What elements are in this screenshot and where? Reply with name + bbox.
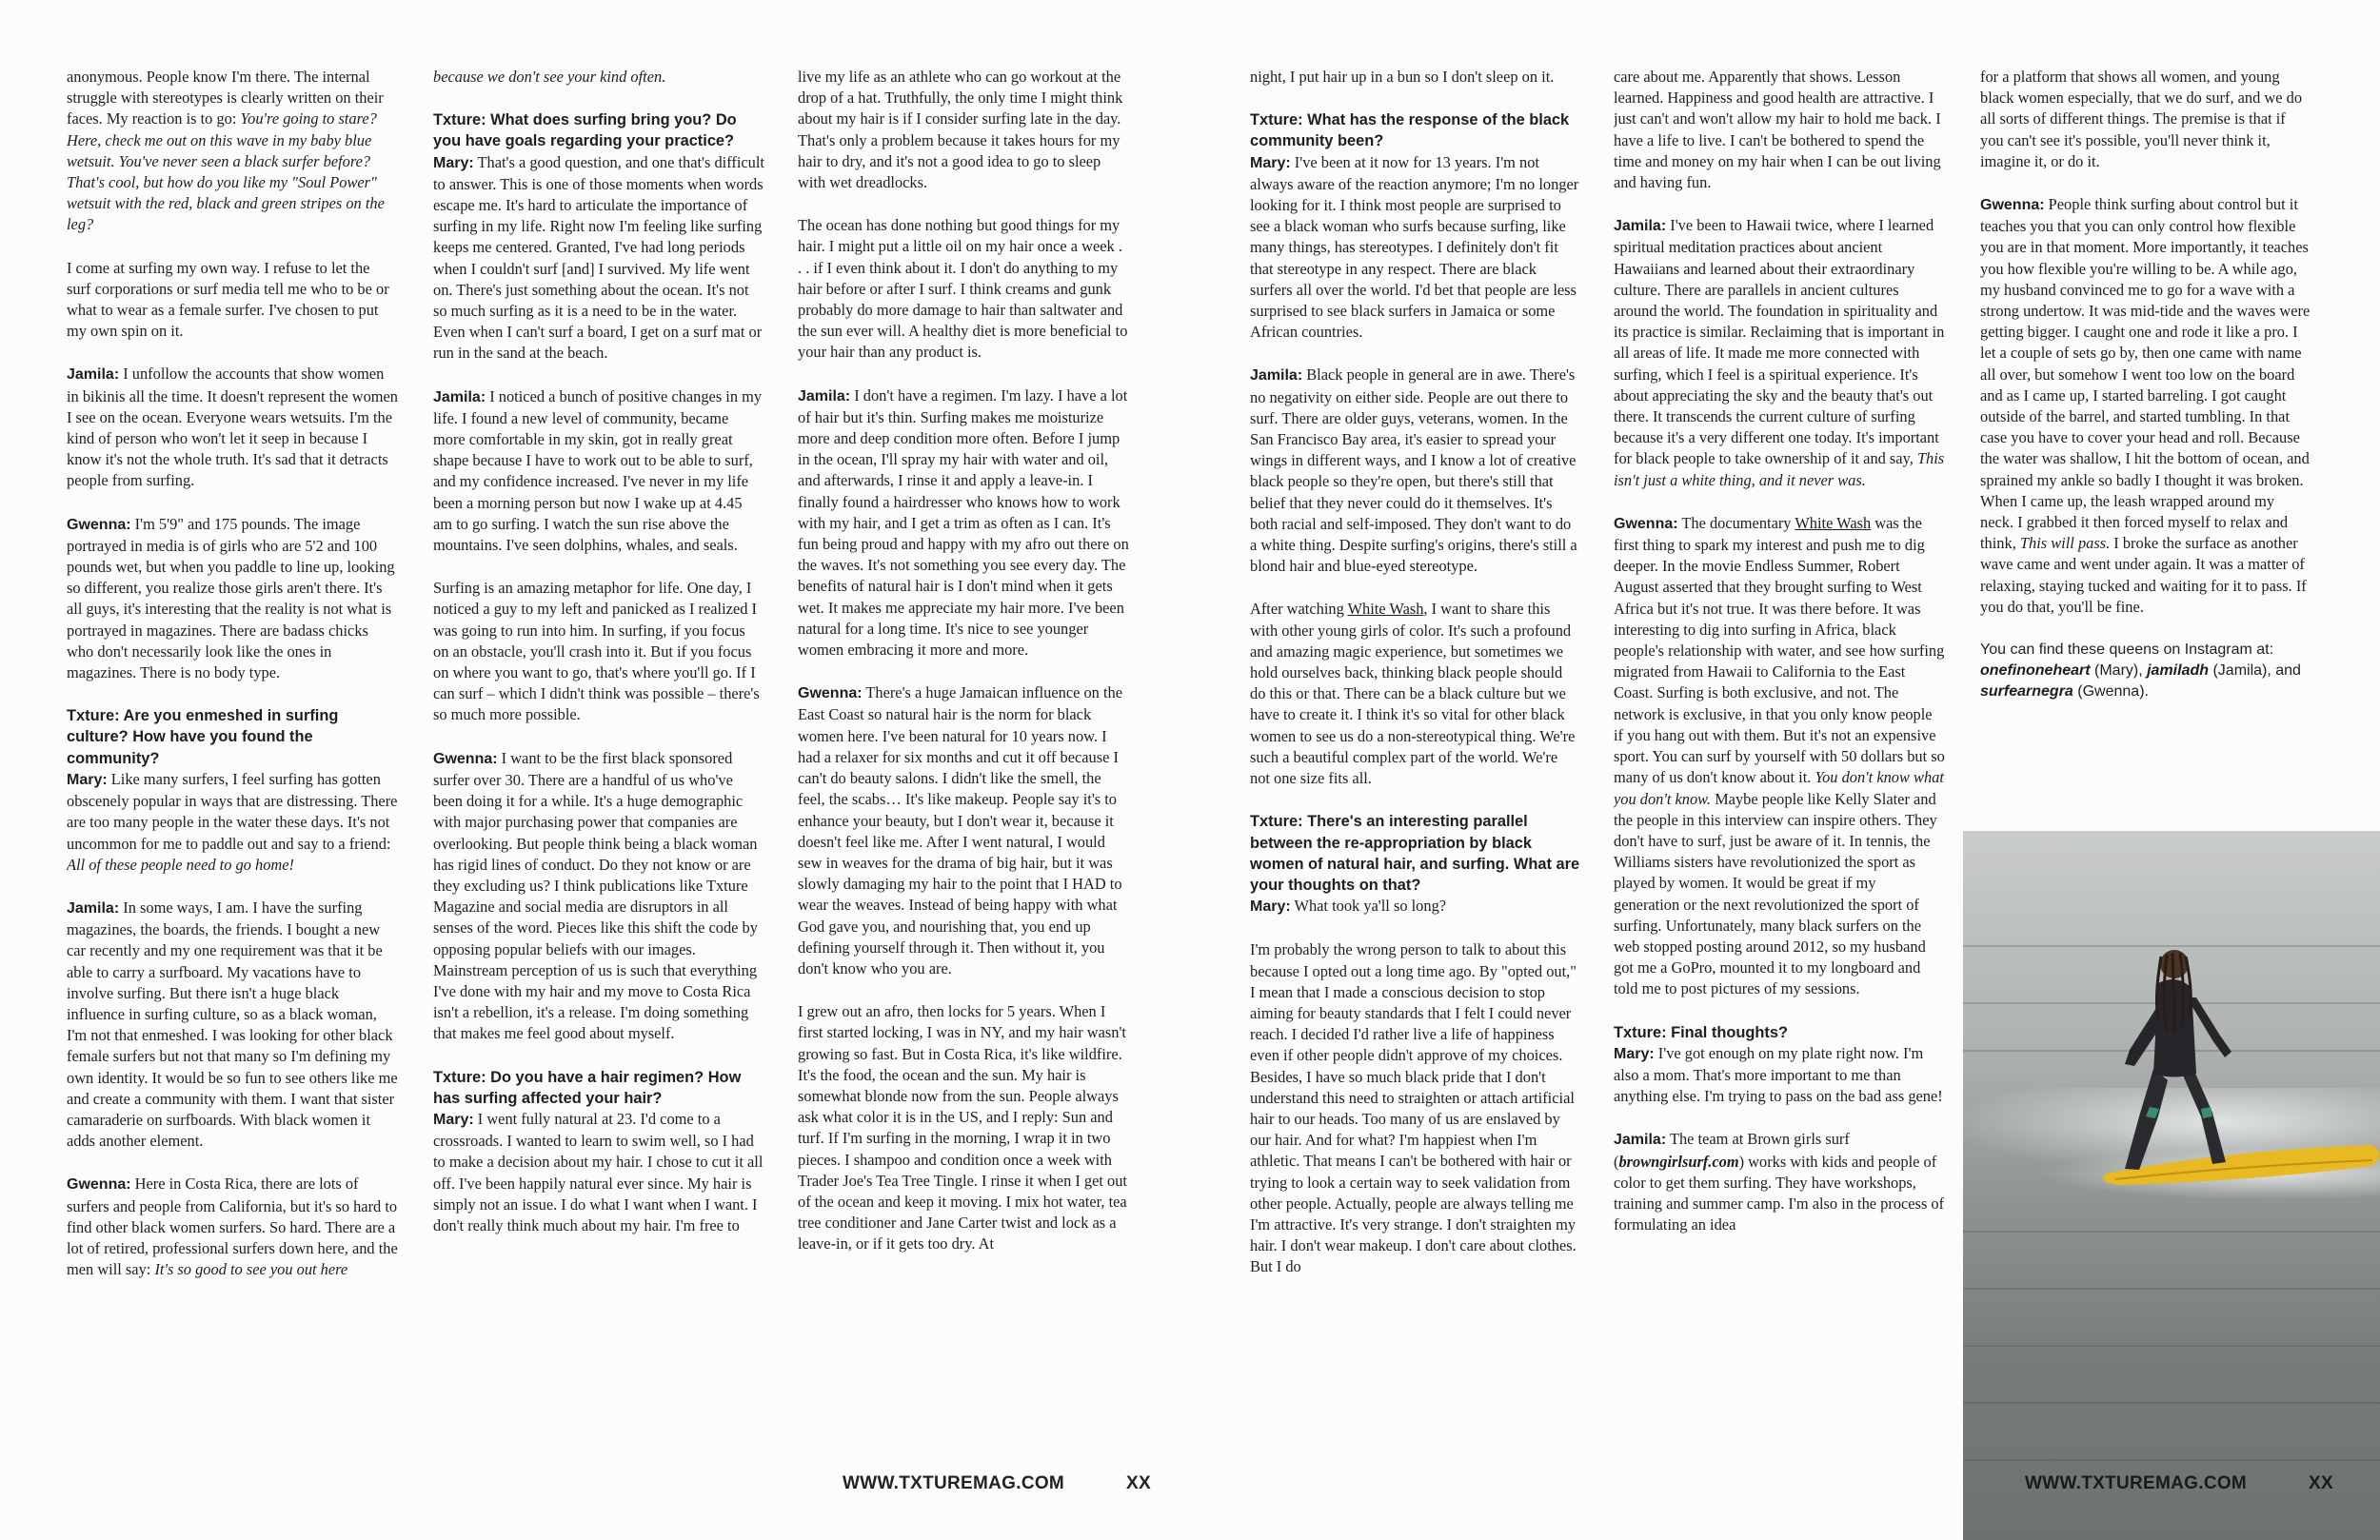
column-5 xyxy=(1614,67,1945,1428)
interview-question: Txture: Are you enmeshed in surfing culture? How have you found the community? xyxy=(67,707,339,767)
paragraph: Mary: I went fully natural at 23. I'd come to a crossroads. I wanted to learn to swim well, so I had to make a decision about my hair. I chose to cut it all off. I've been happily natural ever since. My hair is simply not an issue. I do what I want when I want. I don't really think much about my hair. I'm free to xyxy=(433,1109,764,1234)
column-6 xyxy=(1980,67,2311,838)
speaker-name: Gwenna: xyxy=(1614,515,1678,532)
paragraph: Mary: What took ya'll so long? xyxy=(1250,897,1447,916)
speaker-name: Gwenna: xyxy=(67,1176,131,1194)
column-2 xyxy=(433,67,764,1428)
speaker-name: Mary: xyxy=(433,1111,474,1128)
speaker-name: Jamila: xyxy=(67,366,120,384)
paragraph: Gwenna: I'm 5'9" and 175 pounds. The image portrayed in media is of girls who are 5'2 and 100 pounds wet, but when you paddle to line up, looking so different, you realize those girls aren't there. It's all guys, it's interesting that the reality is not what is portrayed in magazines. There are badass chicks who don't necessarily look like the ones in magazines. There is no body type. xyxy=(67,514,395,682)
interview-question: Txture: What does surfing bring you? Do you have goals regarding your practice? xyxy=(433,111,737,150)
speaker-name: Gwenna: xyxy=(67,516,131,533)
paragraph: Mary: Like many surfers, I feel surfing has gotten obscenely popular in ways that are distressing. There are too many people in the water these days. It's not uncommon for me to paddle out and say to a friend: All of these people need to go home! xyxy=(67,769,398,874)
paragraph: for a platform that shows all women, and young black women especially, that we do surf, and we do all sorts of different things. The premise is that if you can't see it's possible, you'll never think it, imagine it, or do it. xyxy=(1980,68,2303,170)
paragraph: anonymous. People know I'm there. The internal struggle with stereotypes is clearly written on their faces. My reaction is to go: You're going to stare? Here, check me out on this wave in my baby blue wetsuit. You've never seen a black surfer before? That's cool, but how do you like my "Soul Power" wetsuit with the red, black and green stripes on the leg? xyxy=(67,68,385,234)
paragraph: care about me. Apparently that shows. Lesson learned. Happiness and good health are attractive. I just can't and won't allow my hair to hold me back. I have a life to live. I can't be bothered to spend the time and money on my hair when I can be out living and having fun. xyxy=(1614,68,1941,192)
paragraph: Jamila: I've been to Hawaii twice, where I learned spiritual meditation practices about ancient Hawaiians and learned about their extraordinary culture. There are parallels in ancient cultures around the world. The foundation in spirituality and its practice is similar. Reclaiming that is important in all areas of life. It made me more connected with surfing, which I feel is a spiritual experience. It's about appreciating the sky and the beauty that's out there. It transcends the current culture of surfing because it's a very different one today. It's important for black people to take ownership of it and say, This isn't just a white thing, and it never was. xyxy=(1614,216,1945,489)
column-4 xyxy=(1250,67,1581,1428)
interview-question: Txture: What has the response of the black community been? xyxy=(1250,111,1570,150)
speaker-name: Gwenna: xyxy=(1980,197,2045,214)
paragraph: Jamila: Black people in general are in awe. There's no negativity on either side. People are out there to surf. There are older guys, veterans, women. In the San Francisco Bay area, it's easier to spread your wings in different ways, and I know a lot of creative black people so they're open, but there's still that belief that they never could do it themselves. It's both racial and self-imposed. They don't want to do a white thing. Despite surfing's origins, there's still a blond hair and blue-eyed stereotype. xyxy=(1250,365,1577,576)
paragraph: Gwenna: There's a huge Jamaican influence on the East Coast so natural hair is the norm for black women here. I've been natural for 10 years now. I had a relaxer for six months and cut it off because I can't do beauty salons. I didn't like the smell, the feel, the scabs… It's like makeup. People say it's to enhance your beauty, but I don't wear it, because it doesn't feel like me. After I went natural, I would sew in weaves for the drama of big hair, but it was slowly damaging my hair to the point that I HAD to wear the weaves. Instead of being happy with what God gave you, and nourishing that, you end up defining yourself through it. Then without it, you don't know who you are. xyxy=(798,683,1123,977)
speaker-name: Gwenna: xyxy=(798,685,863,702)
instagram-credits: You can find these queens on Instagram at: onefinoneheart (Mary), jamiladh (Jamila), and surfearnegra (Gwenna). xyxy=(1980,642,2301,701)
speaker-name: Mary: xyxy=(1614,1045,1655,1062)
speaker-name: Jamila: xyxy=(1614,218,1667,235)
speaker-name: Mary: xyxy=(67,771,108,788)
instagram-handle-gwenna: surfearnegra xyxy=(1980,683,2073,701)
paragraph: Jamila: I don't have a regimen. I'm lazy. I have a lot of hair but it's thin. Surfing makes me moisturize more and deep condition more often. Before I jump in the ocean, I'll spray my hair with water and oil, and afterwards, I rinse it and apply a leave-in. I finally found a hairdresser who knows how to work with my hair, and I get a trim as often as I can. It's fun being proud and happy with my afro out there on the waves. It's not something you see every day. The benefits of natural hair is I don't mind when it gets wet. It makes me appreciate my hair more. I've been natural for a long time. It's nice to see younger women embracing it more and more. xyxy=(798,385,1129,660)
paragraph: Gwenna: Here in Costa Rica, there are lots of surfers and people from California, but it's so hard to find other black women surfers. So hard. There are a lot of retired, professional surfers down here, and the men will say: It's so good to see you out here xyxy=(67,1175,398,1279)
speaker-name: Mary: xyxy=(1250,154,1291,171)
interview-question: Txture: Do you have a hair regimen? How has surfing affected your hair? xyxy=(433,1068,742,1107)
column-3 xyxy=(798,67,1129,1428)
paragraph: After watching White Wash, I want to share this with other young girls of color. It's such a profound and amazing magic experience, but sometimes we hold ourselves back, thinking black people should do this or that. There can be a black culture but we have to create it. I think it's so vital for other black women to see us do a non-stereotypical thing. We're such a beautiful complex part of the world. We're not one size fits all. xyxy=(1250,600,1576,788)
speaker-name: Jamila: xyxy=(433,388,486,405)
footer-page-number: XX xyxy=(1126,1473,1151,1493)
paragraph: because we don't see your kind often. xyxy=(433,68,666,86)
surfer-on-longboard-icon xyxy=(1963,831,2380,1540)
paragraph: Jamila: I unfollow the accounts that show women in bikinis all the time. It doesn't represent the women I see on the ocean. Everyone wears wetsuits. I'm the kind of person who won't let it seep in because I know it's not the whole truth. It's sad that it detracts people from surfing. xyxy=(67,365,398,490)
paragraph: Jamila: I noticed a bunch of positive changes in my life. I found a new level of community, became more comfortable in my skin, got in really great shape because I have to work out to be able to surf, and my confidence increased. I've never in my life been a morning person but now I wake up at 4.45 am to go surfing. I watch the sun rise above the mountains. I've seen dolphins, whales, and seals. xyxy=(433,386,763,555)
paragraph: I grew out an afro, then locks for 5 years. When I first started locking, I was in NY, and my hair wasn't growing so fast. But in Costa Rica, it's like wildfire. It's the food, the ocean and the sun. My hair is somewhat blonde now from the sun. People always ask what color it is in the US, and I reply: Sun and turf. If I'm surfing in the morning, I wrap it in two pieces. I shampoo and condition once a week with Trader Joe's Tea Tree Tingle. I rinse it when I get out of the ocean and keep it moving. I mix hot water, tea tree conditioner and Jane Carter twist and lock as a leave-in, or if it gets too dry. At xyxy=(798,1002,1127,1254)
paragraph: night, I put hair up in a bun so I don't sleep on it. xyxy=(1250,68,1555,86)
footer-website: WWW.TXTUREMAG.COM xyxy=(843,1473,1065,1493)
paragraph: Gwenna: The documentary White Wash was the first thing to spark my interest and push me to dig deeper. In the movie Endless Summer, Robert August asserted that they brought surfing to West Africa but it's not true. It was there before. It was interesting to dig into surfing in Africa, black people's relationship with water, and see how surfing migrated from Hawaii to California to the East Coast. Surfing is both exclusive, and not. The network is exclusive, in that you only know people if you hang out with them. But it's not an expensive sport. You can surf by yourself with 50 dollars but so many of us don't know about it. You don't know what you don't know. Maybe people like Kelly Slater and the people in this interview can inspire others. They don't have to surf, just be aware of it. In tennis, the Williams sisters have revolutionized the sport as played by women. It would be great if my generation or the next revolutionized the sport of surfing. Unfortunately, many black surfers on the web stopped posting around 2012, so my husband got me a GoPro, mounted it to my longboard and told me to post pictures of my sessions. xyxy=(1614,513,1945,998)
paragraph: Mary: I've got enough on my plate right now. I'm also a mom. That's more important to me than anything else. I'm trying to pass on the bad ass gene! xyxy=(1614,1043,1943,1106)
paragraph: Mary: I've been at it now for 13 years. I'm not always aware of the reaction anymore; I'm no longer looking for it. I think most people are surprised to see a black woman who surfs because surfing, like many things, has stereotypes. I definitely don't fit that stereotype in any respect. There are black surfers all over the world. I'd bet that people are less surprised to see black surfers in Jamaica or some African countries. xyxy=(1250,152,1579,342)
speaker-name: Jamila: xyxy=(67,899,120,917)
paragraph: Gwenna: People think surfing about control but it teaches you that you can only control how flexible you are in that moment. More importantly, it teaches you how flexible you're willing to be. A while ago, my husband convinced me to go for a wave with a strong undertow. It was mid-tide and the waves were getting bigger. I caught one and rode it like a pro. I let a couple of sets go by, then one came with name all over, but somehow I went too low on the board and as I came up, I started barreling. I got caught outside of the barrel, and started tumbling. In that case you have to cover your head and roll. Because the water was shallow, I hit the bottom of ocean, and sprained my ankle so badly I thought it was broken. When I came up, the leash wrapped around my neck. I grabbed it then forced myself to relax and think, This will pass. I broke the surface as another wave came and went under again. It was a matter of relaxing, staying tucked and waiting for it to pass. If you do that, you'll be fine. xyxy=(1980,195,2311,616)
paragraph: The ocean has done nothing but good things for my hair. I might put a little oil on my hair once a week . . . if I even think about it. I don't do anything to my hair before or after I surf. I think creams and gunk probably do more damage to hair than saltwater and the sun ever will. A healthy diet is more beneficial to your hair than any product is. xyxy=(798,216,1128,362)
instagram-handle-mary: onefinoneheart xyxy=(1980,662,2091,680)
speaker-name: Jamila: xyxy=(1614,1132,1667,1149)
paragraph: I come at surfing my own way. I refuse to let the surf corporations or surf media tell me who to be or what to wear as a female surfer. I've chosen to put my own spin on it. xyxy=(67,258,389,341)
footer-website: WWW.TXTUREMAG.COM xyxy=(2025,1473,2248,1493)
column-1 xyxy=(67,67,398,1428)
paragraph: Jamila: In some ways, I am. I have the surfing magazines, the boards, the friends. I bought a new car recently and my one requirement was that it be able to carry a surfboard. My vacations have to involve surfing. But there isn't a huge black influence in surfing culture, so as a black woman, I'm not that enmeshed. I was looking for other black female surfers but not that many so I'm defining my own identity. It would be so fun to see others like me and create a community with them. I want that sister camaraderie on surfboards. With black women it adds another element. xyxy=(67,898,398,1151)
speaker-name: Gwenna: xyxy=(433,750,498,767)
paragraph: Jamila: The team at Brown girls surf (browngirlsurf.com) works with kids and people of color to get them surfing. They have workshops, training and summer camp. I'm also in the process of formulating an idea xyxy=(1614,1130,1945,1234)
paragraph: Gwenna: I want to be the first black sponsored surfer over 30. There are a handful of us who've been doing it for a while. It's a huge demographic with major purchasing power that companies are overlooking. But people think being a black woman has rigid lines of conduct. Do they not know or are they excluding us? I think publications like Txture Magazine and social media are disruptors in all senses of the word. Pieces like this shift the code by opposing popular beliefs with our images. Mainstream perception of us is such that everything I've done with my hair and my move to Costa Rica isn't a rebellion, it's a release. I'm doing something that makes me feel good about myself. xyxy=(433,748,758,1043)
speaker-name: Jamila: xyxy=(798,387,851,405)
paragraph: live my life as an athlete who can go workout at the drop of a hat. Truthfully, the only time I might think about my hair is if I consider surfing late in the day. That's only a problem because it takes hours for my hair to dry, and it's not a good idea to go to sleep with wet dreadlocks. xyxy=(798,68,1123,192)
interview-question: Txture: Final thoughts? xyxy=(1614,1023,1789,1041)
footer-page-number: XX xyxy=(2309,1473,2333,1493)
speaker-name: Mary: xyxy=(1250,898,1291,916)
speaker-name: Jamila: xyxy=(1250,367,1303,385)
speaker-name: Mary: xyxy=(433,154,474,171)
paragraph: Surfing is an amazing metaphor for life. One day, I noticed a guy to my left and panicked as I realized I was going to run into him. In surfing, if you focus on an obstacle, you'll crash into it. But if you focus on where you want to go, that's where you'll go. If I can surf – which I didn't think was possible – there's so much more possible. xyxy=(433,579,760,724)
surfer-photo xyxy=(1963,831,2380,1540)
instagram-handle-jamila: jamiladh xyxy=(2147,662,2210,680)
interview-question: Txture: There's an interesting parallel between the re-appropriation by black women of natural hair, and surfing. What are your thoughts on that? xyxy=(1250,813,1580,894)
paragraph: Mary: That's a good question, and one that's difficult to answer. This is one of those moments when words escape me. It's hard to articulate the importance of surfing in my life. Right now I'm feeling like surfing keeps me centered. Granted, I've had long periods when I couldn't surf [and] I survived. My life went on. There's just something about the ocean. It's not so much surfing as it is a need to be in the water. Even when I can't surf a board, I get on a surf mat or run in the sand at the beach. xyxy=(433,152,764,363)
paragraph: I'm probably the wrong person to talk to about this because I opted out a long time ago. By "opted out," I mean that I made a conscious decision to stop aiming for beauty standards that I felt I could never reach. I decided I'd rather live a life of happiness even if other people didn't approve of my choices. Besides, I have so much black pride that I don't understand this need to straighten or attach artificial hair to our heads. Too many of us are enslaved by our hair. And for what? I'm happiest when I'm athletic. That means I can't be bothered with hair or trying to look a certain way to seek validation from other people. Actually, people are always telling me I'm attractive. It's very strange. I don't straighten my hair. I don't wear makeup. I don't care about clothes. But I do xyxy=(1250,940,1577,1276)
